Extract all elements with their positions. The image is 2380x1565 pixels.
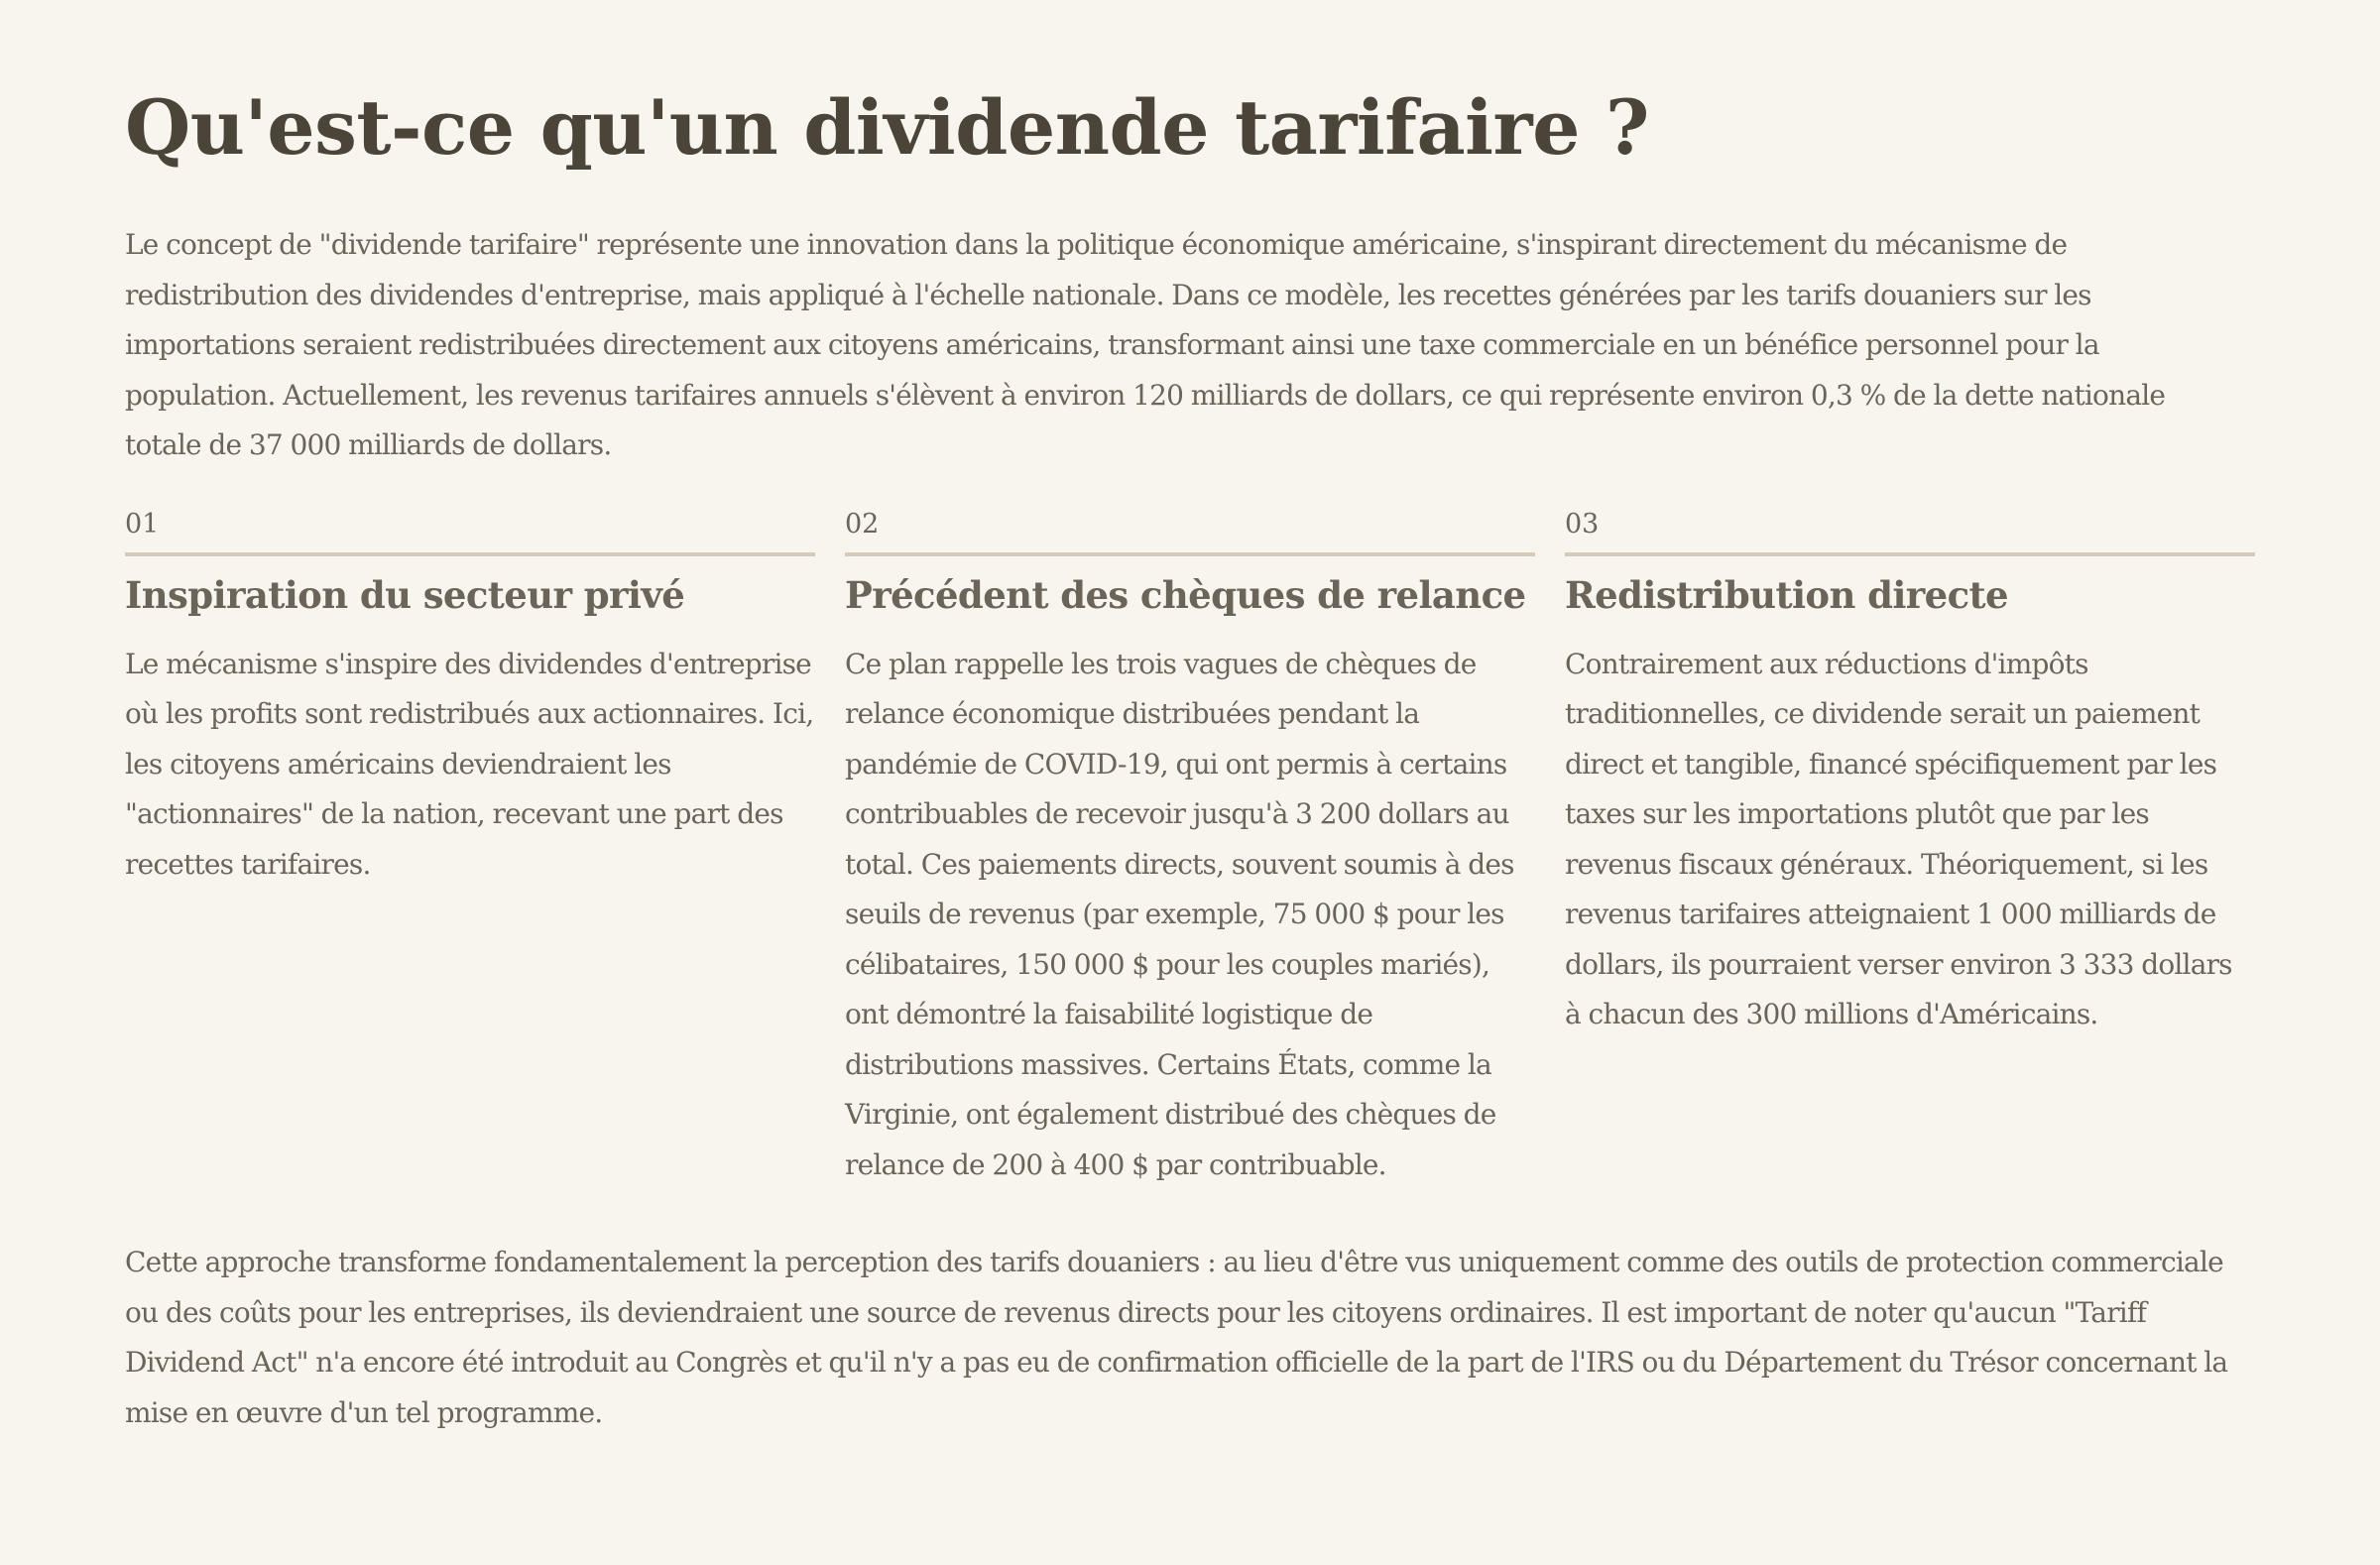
column-title: Redistribution directe bbox=[1565, 572, 2008, 617]
column-body: Le mécanisme s'inspire des dividendes d'entreprise où les profits sont redistribués aux actionnaires. Ici, les citoyens américains deviendraient les "actionnaires" de la nation, recevant une part des recettes tarifaires. bbox=[125, 647, 814, 881]
column-number: 03 bbox=[1565, 507, 2255, 556]
page-title: Qu'est-ce qu'un dividende tarifaire ? bbox=[125, 83, 1649, 172]
column-title: Inspiration du secteur privé bbox=[125, 572, 685, 617]
column-title: Précédent des chèques de relance bbox=[845, 572, 1526, 617]
feature-columns bbox=[125, 507, 2255, 1191]
feature-column-1 bbox=[125, 507, 815, 1191]
column-number: 01 bbox=[125, 507, 815, 556]
column-number: 02 bbox=[845, 507, 1535, 556]
column-body: Ce plan rappelle les trois vagues de chèques de relance économique distribuées pendant la pandémie de COVID-19, qui ont permis à certains contribuables de recevoir jusqu'à 3 200 dollars au total. Ces paiements directs, souvent soumis à des seuils de revenus (par exemple, 75 000 $ pour les célibataires, 150 000 $ pour les couples mariés), ont démontré la faisabilité logistique de distributions massives. Certains États, comme la Virginie, ont également distribué des chèques de relance de 200 à 400 $ par contribuable. bbox=[845, 647, 1514, 1181]
outro-paragraph: Cette approche transforme fondamentalement la perception des tarifs douaniers : au lieu d'être vus uniquement comme des outils de protection commerciale ou des coûts pour les entreprises, ils deviendraient une source de revenus directs pour les citoyens ordinaires. Il est important de noter qu'aucun "Tariff Dividend Act" n'a encore été introduit au Congrès et qu'il n'y a pas eu de confirmation officielle de la part de l'IRS ou du Département du Trésor concernant la mise en œuvre d'un tel programme. bbox=[125, 1246, 2228, 1429]
intro-paragraph: Le concept de "dividende tarifaire" représente une innovation dans la politique économique américaine, s'inspirant directement du mécanisme de redistribution des dividendes d'entreprise, mais appliqué à l'échelle nationale. Dans ce modèle, les recettes générées par les tarifs douaniers sur les importations seraient redistribuées directement aux citoyens américains, transformant ainsi une taxe commerciale en un bénéfice personnel pour la population. Actuellement, les revenus tarifaires annuels s'élèvent à environ 120 milliards de dollars, ce qui représente environ 0,3 % de la dette nationale totale de 37 000 milliards de dollars. bbox=[125, 228, 2166, 461]
column-body: Contrairement aux réductions d'impôts traditionnelles, ce dividende serait un paiement direct et tangible, financé spécifiquement par les taxes sur les importations plutôt que par les revenus fiscaux généraux. Théoriquement, si les revenus tarifaires atteignaient 1 000 milliards de dollars, ils pourraient verser environ 3 333 dollars à chacun des 300 millions d'Américains. bbox=[1565, 647, 2232, 1030]
feature-column-2 bbox=[845, 507, 1535, 1191]
feature-column-3 bbox=[1565, 507, 2255, 1191]
